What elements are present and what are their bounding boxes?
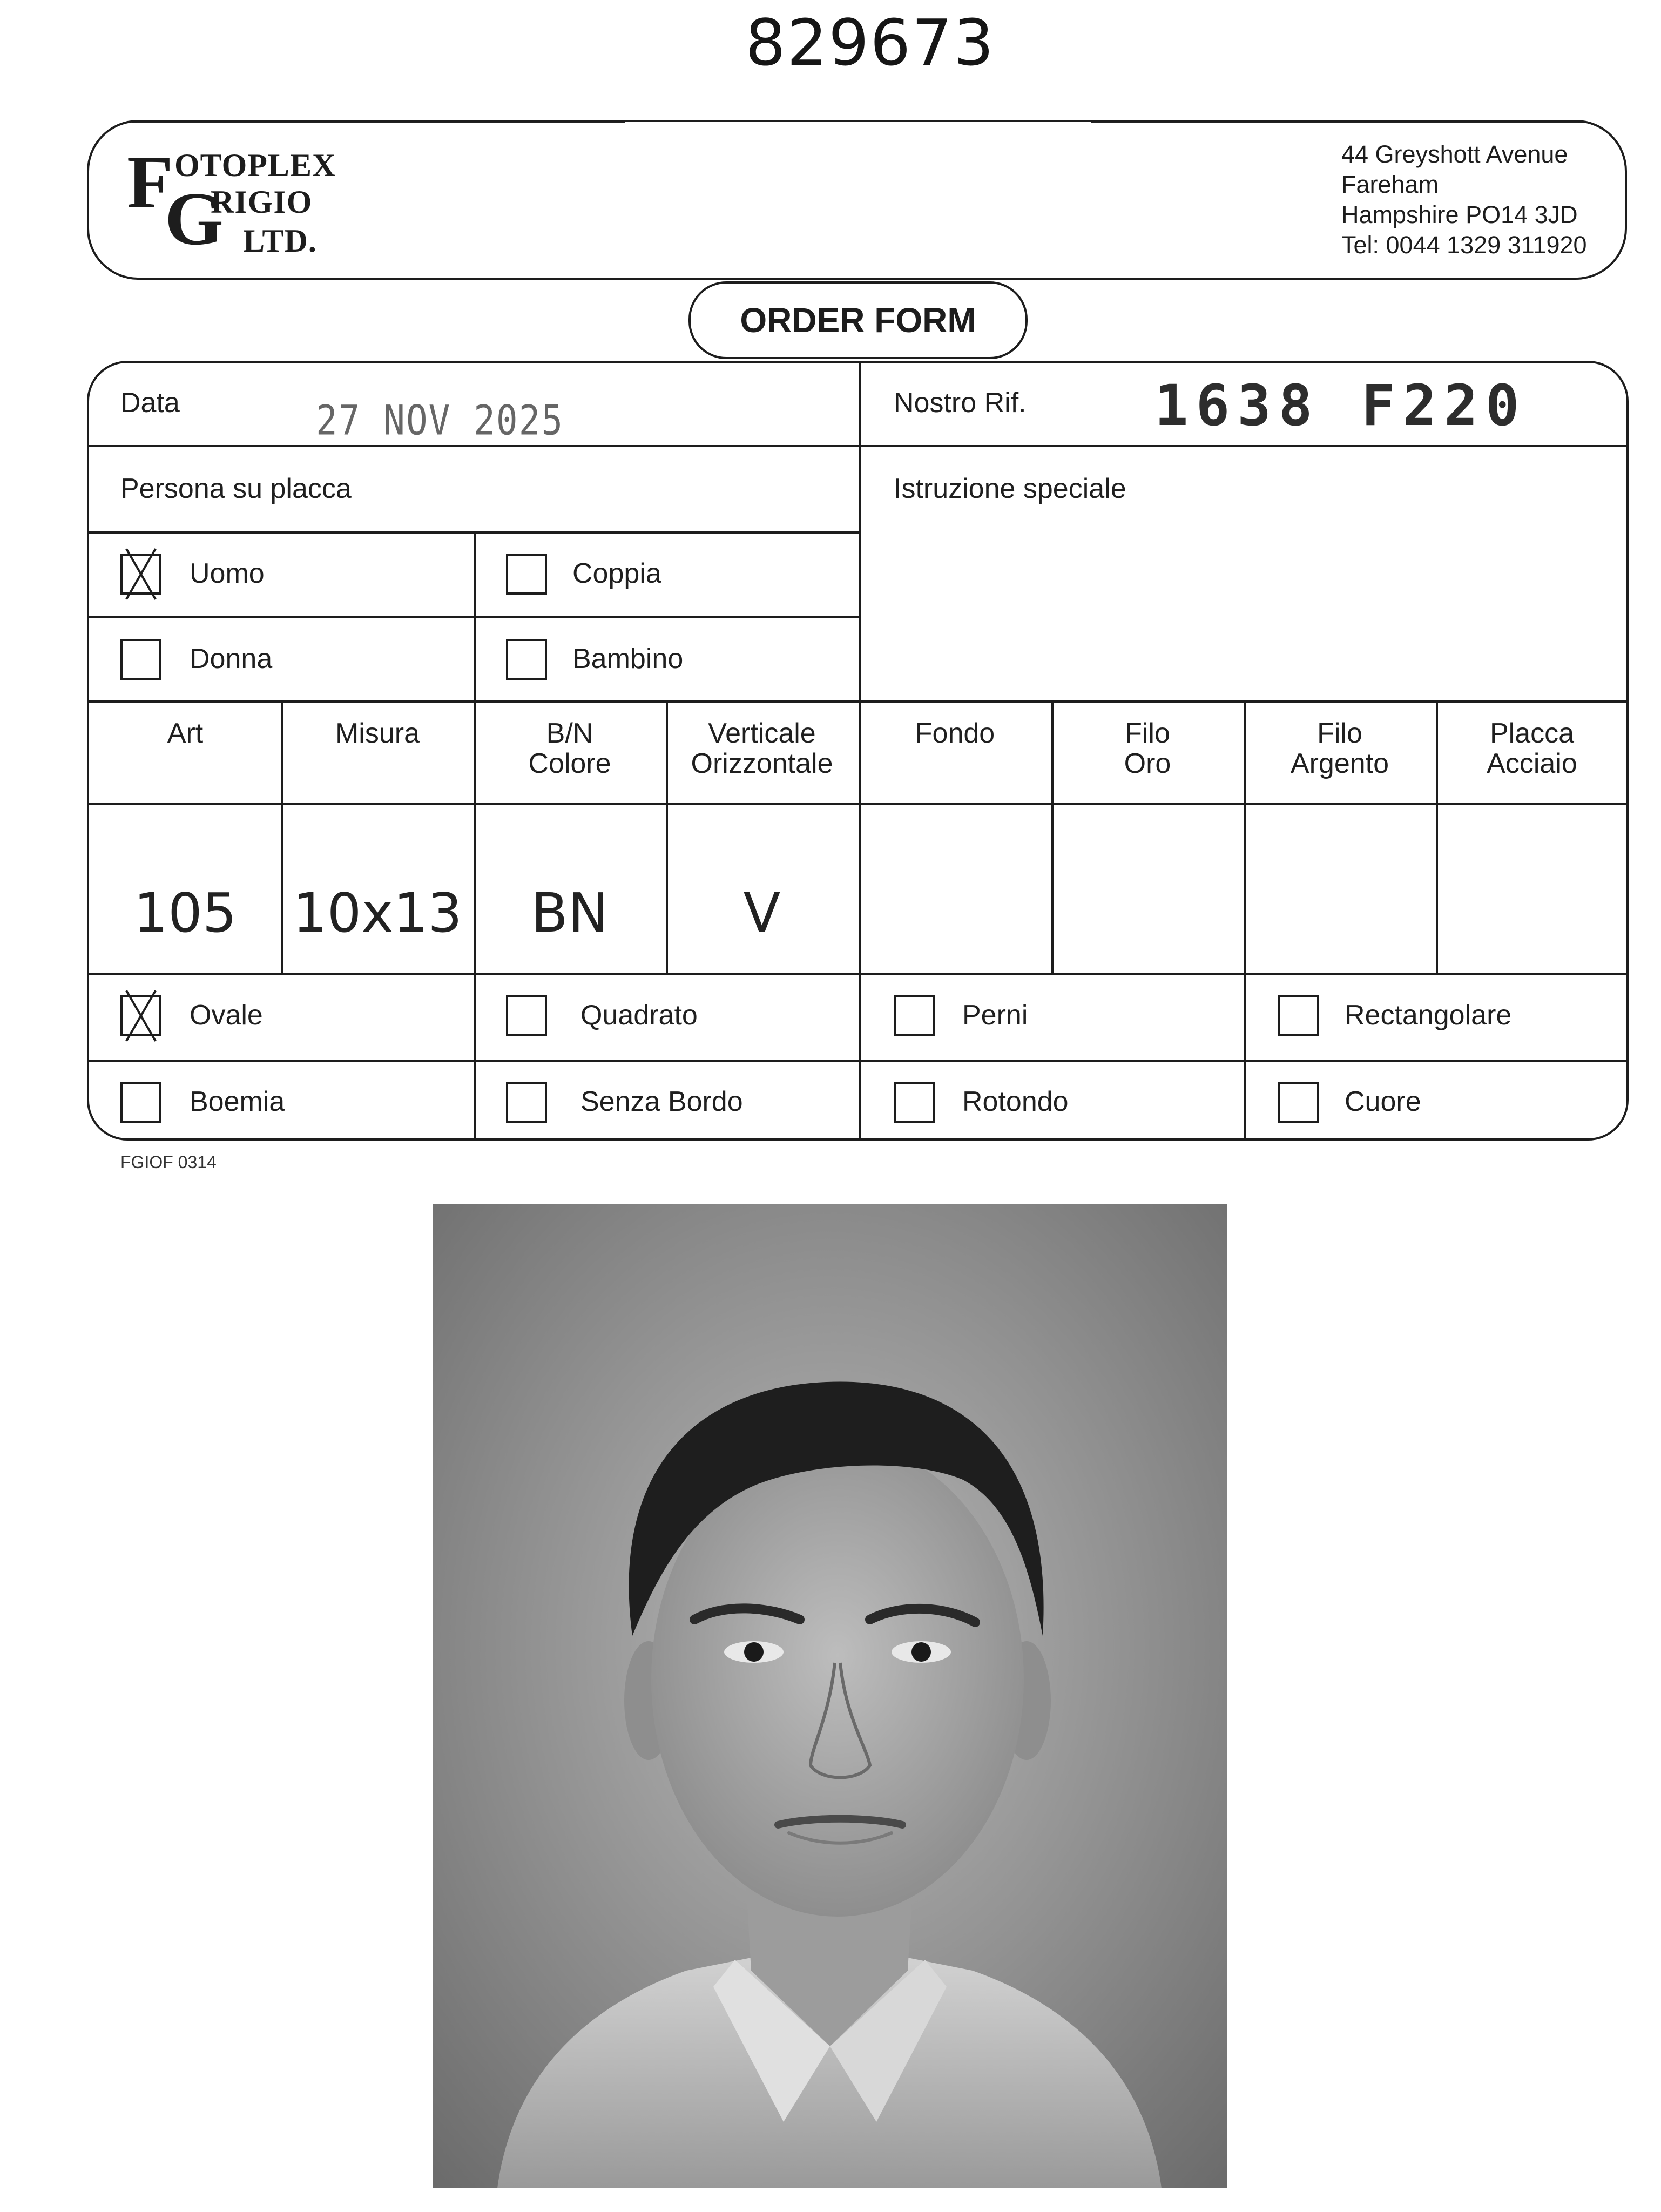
address-line: Fareham [1341,171,1439,198]
address-line: Tel: 0044 1329 311920 [1341,231,1587,259]
checkbox-cuore[interactable] [1278,1082,1319,1123]
checkbox-senza-bordo[interactable] [506,1082,547,1123]
option-senza-bordo: Senza Bordo [580,1086,743,1117]
column-header-bn-colore: B/N Colore [528,718,611,779]
date-label: Data [120,387,180,419]
date-stamp: 27 NOV 2025 [316,396,564,444]
reference-label: Nostro Rif. [894,387,1027,419]
order-form [87,361,1629,1141]
logo-text-otoplex: OTOPLEX [174,147,336,183]
grid-line [474,531,476,702]
column-header-art: Art [167,718,204,749]
address-line: Hampshire PO14 3JD [1341,201,1578,228]
logo-text-ltd: LTD. [243,223,317,259]
grid-line [859,363,861,1138]
option-ovale: Ovale [190,1000,263,1031]
checkbox-perni[interactable] [894,995,935,1036]
checkbox-ovale[interactable] [120,995,161,1036]
entry-art: 105 [133,881,237,945]
checkbox-bambino[interactable] [506,639,547,680]
form-code: FGIOF 0314 [120,1152,217,1172]
grid-line [89,803,1626,805]
checkbox-coppia[interactable] [506,554,547,595]
option-uomo: Uomo [190,558,265,589]
logo-text-rigio: RIGIO [211,184,313,220]
option-bambino: Bambino [572,643,684,675]
column-header-placca-acciaio: Placca Acciaio [1487,718,1577,779]
grid-line [89,700,1626,703]
column-header-filo-argento: Filo Argento [1290,718,1389,779]
address-line: 44 Greyshott Avenue [1341,140,1568,168]
portrait-photo [433,1204,1227,2188]
entry-misura: 10x13 [293,881,462,945]
checkbox-rotondo[interactable] [894,1082,935,1123]
column-header-orientation: Verticale Orizzontale [691,718,833,779]
option-donna: Donna [190,643,273,675]
logo-letter-f: F [127,140,173,224]
reference-stamp: 1638 F220 [1154,373,1527,439]
order-number: 829673 [745,5,995,80]
option-rectangolare: Rectangolare [1345,1000,1512,1031]
form-title: ORDER FORM [688,281,1028,359]
option-perni: Perni [962,1000,1028,1031]
grid-line [89,1060,1626,1062]
checkbox-quadrato[interactable] [506,995,547,1036]
grid-line [89,973,1626,975]
option-boemia: Boemia [190,1086,285,1117]
special-instructions-label: Istruzione speciale [894,473,1126,504]
column-header-filo-oro: Filo Oro [1124,718,1171,779]
option-quadrato: Quadrato [580,1000,698,1031]
company-logo [127,140,354,264]
column-header-fondo: Fondo [915,718,995,749]
entry-bn-colore: BN [531,881,609,945]
checkbox-donna[interactable] [120,639,161,680]
grid-line [89,445,1626,447]
checkbox-rectangolare[interactable] [1278,995,1319,1036]
checkbox-boemia[interactable] [120,1082,161,1123]
logo-letter-g: G [165,177,224,261]
column-header-misura: Misura [335,718,420,749]
option-cuore: Cuore [1345,1086,1421,1117]
option-coppia: Coppia [572,558,661,589]
person-label: Persona su placca [120,473,352,504]
entry-orientation: V [743,881,781,945]
option-rotondo: Rotondo [962,1086,1069,1117]
company-address [1341,139,1611,260]
checkbox-uomo[interactable] [120,554,161,595]
